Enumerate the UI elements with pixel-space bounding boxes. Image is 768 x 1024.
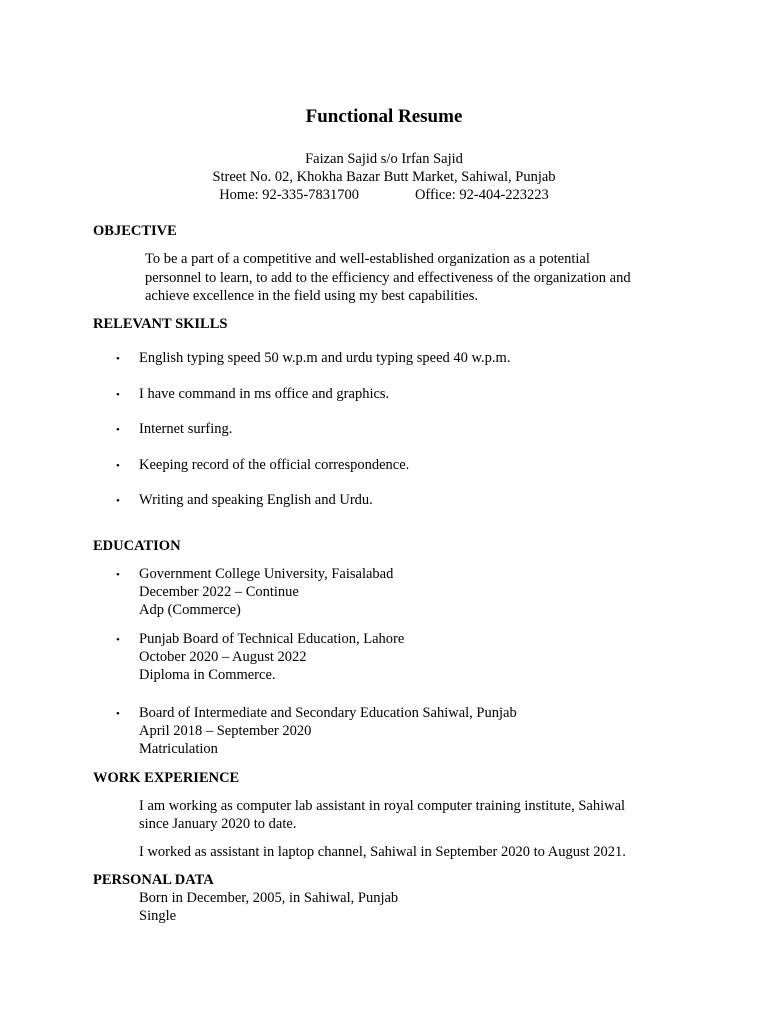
- skill-item: Internet surfing.: [139, 421, 233, 437]
- objective-line: personnel to learn, to add to the efficiency and effectiveness of the organization and: [145, 269, 631, 286]
- skill-item: Keeping record of the official correspondence.: [139, 457, 410, 473]
- education-institution: Government College University, Faisalabad: [139, 566, 394, 582]
- education-item: [139, 630, 699, 684]
- education-institution: Board of Intermediate and Secondary Education Sahiwal, Punjab: [139, 705, 517, 721]
- personal-line: Born in December, 2005, in Sahiwal, Punjab: [139, 890, 399, 906]
- skill-item: Writing and speaking English and Urdu.: [139, 492, 373, 508]
- education-degree: Matriculation: [139, 741, 218, 757]
- office-phone: Office: 92-404-223223: [414, 187, 549, 203]
- work-heading: WORK EXPERIENCE: [93, 770, 240, 786]
- education-item: [139, 565, 699, 619]
- education-dates: December 2022 – Continue: [139, 584, 299, 600]
- name-line: Faizan Sajid s/o Irfan Sajid: [305, 151, 463, 167]
- bullet-icon: •: [116, 424, 120, 436]
- education-dates: October 2020 – August 2022: [139, 649, 307, 665]
- work-line: I am working as computer lab assistant in royal computer training institute, Sahiwal: [139, 798, 626, 814]
- objective-line: achieve excellence in the field using my best capabilities.: [145, 288, 478, 304]
- objective-text: [145, 250, 705, 306]
- work-entry: I worked as assistant in laptop channel, Sahiwal in September 2020 to August 2021.: [139, 844, 626, 860]
- phone-line: [0, 186, 768, 204]
- bullet-icon: •: [116, 708, 120, 720]
- bullet-icon: •: [116, 389, 120, 401]
- bullet-icon: •: [116, 634, 120, 646]
- work-entry: [139, 797, 699, 833]
- skill-item: English typing speed 50 w.p.m and urdu typing speed 40 w.p.m.: [139, 350, 511, 366]
- personal-data: [139, 889, 699, 925]
- page-title: Functional Resume: [305, 106, 463, 127]
- personal-heading: PERSONAL DATA: [93, 872, 214, 888]
- education-item: [139, 704, 699, 758]
- objective-line: To be a part of a competitive and well-established organization as a potential: [145, 251, 590, 267]
- work-line: since January 2020 to date.: [139, 816, 297, 832]
- education-degree: Diploma in Commerce.: [139, 667, 276, 683]
- bullet-icon: •: [116, 495, 120, 507]
- personal-line: Single: [139, 908, 177, 924]
- education-degree: Adp (Commerce): [139, 602, 241, 618]
- education-dates: April 2018 – September 2020: [139, 723, 312, 739]
- address-line: Street No. 02, Khokha Bazar Butt Market, Sahiwal, Punjab: [212, 169, 556, 185]
- education-institution: Punjab Board of Technical Education, Lahore: [139, 631, 405, 647]
- education-heading: EDUCATION: [93, 538, 181, 554]
- objective-heading: OBJECTIVE: [93, 223, 177, 239]
- bullet-icon: •: [116, 460, 120, 472]
- bullet-icon: •: [116, 569, 120, 581]
- skills-heading: RELEVANT SKILLS: [93, 316, 228, 332]
- home-phone: Home: 92-335-7831700: [219, 187, 359, 203]
- bullet-icon: •: [116, 353, 120, 365]
- skill-item: I have command in ms office and graphics.: [139, 386, 390, 402]
